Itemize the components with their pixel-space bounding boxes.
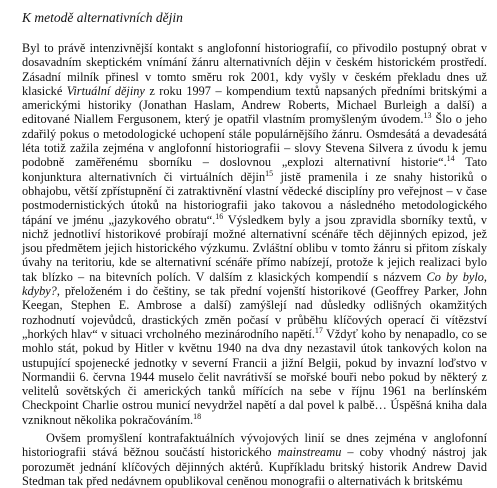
footnote-ref: 13 (423, 111, 432, 121)
text-run: – coby vhodný nástroj jak porozumět jednání klíčových dějinných aktérů. Kupříkladu britský historik Andrew David Stedman tak před nedávnem opublikoval ceněnou monografii o alternativách k britskému (22, 445, 487, 488)
text-run: Vždyť koho by nenapadlo, co se mohlo stát, pokud by Hitler v květnu 1940 na dva dny nezastavil útok tankových kolon na ustupující spojenecké jednotky v severní Francii a jižní Belgii, pokud by invazní loďstvo v Normandii 6. června 1944 muselo čelit navrátivší se mořské bouři nebo pokud by některý z velitelů sovětských či amerických tanků mířících na sebe v říjnu 1961 na berlínském Checkpoint Charlie ostrou municí nevydržel napětí a dal povel k palbě… Úspěšná kniha dala vzniknout několika pokračováním. (22, 326, 487, 427)
paragraph-1 (22, 41, 487, 427)
text-run: Výsledkem byly a jsou zpravidla sborníky textů, v nichž jednotliví historikové probírají možné alternativní scénáře těch dějinných epizod, jež jsou předmětem jejich historického výzkumu. Zvláštní oblibu v tomto žánru si přitom získaly úvahy na teritoriu, kde se alternativní scénáře přímo nabízejí, protože k jejich realizaci bylo tak blízko – na bitevních polích. V dalším z klasických kompendií s názvem (22, 212, 487, 284)
footnote-ref: 14 (446, 154, 455, 164)
article-body (22, 41, 487, 488)
text-run: z roku 1997 – kompendium textů napsaných předními britskými a americkými historiky (Jonathan Haslam, Andrew Roberts, Michael Burleigh a další) a editované Niallem Fergusonem, který je opatřil vlastním promyšleným úvodem. (22, 83, 487, 127)
footnote-ref: 18 (193, 411, 202, 421)
italic-text: Co by bylo, kdyby? (22, 269, 487, 299)
paragraph-2 (22, 431, 487, 488)
section-heading: K metodě alternativních dějin (22, 10, 183, 25)
italic-text: mainstreamu (277, 445, 342, 460)
text-run: Ovšem promyšlení kontrafaktuálních vývojových linií se dnes zejména v anglofonní historiografii stává běžnou součástí historického (22, 431, 487, 460)
text-run: Tato konjunktura alternativních či virtuálních dějin (22, 155, 487, 184)
text-run: Byl to právě intenzivnější kontakt s anglofonní historiografií, co přivodilo postupný obrat v dosavadním skeptickém vnímání žánru alternativních dějin v českém historickém prostředí. Zásadní milník přinesl v tomto směru rok 2001, kdy vyšly v českém překladu dnes už klasické (22, 41, 487, 98)
italic-text: Virtuální dějiny (66, 83, 145, 98)
footnote-ref: 16 (215, 211, 224, 221)
text-run: , přeloženém i do češtiny, se tak přední vojenští historikové (Geoffrey Parker, John Keegan, Stephen E. Ambrose a další) zamýšlejí nad důsledky odlišných okamžitých rozhodnutí vojevůdců, drastických změn počasí v průběhu klíčových operací či vítězství „horkých hlav“ v situaci vrcholného mezinárodního napětí. (22, 284, 487, 341)
footnote-ref: 15 (265, 168, 274, 178)
text-run: Šlo o jeho zdařilý pokus o metodologické uchopení stále populárnějšího žánru. Osmdesátá a devadesátá léta totiž zažila zejména v anglofonní historiografii – slovy Stevena Silvera z úvodu k jemu podobně zaměřenému sborníku – doslovnou „explozi alternativní historie“. (22, 112, 487, 170)
footnote-ref: 17 (314, 325, 323, 335)
text-run: jistě pramenila i ze snahy historiků o obhajobu, větší zpřístupnění či zatraktivnění vlastní vědecké disciplíny pro veřejnost – v čase postmodernistických útoků na historiografii jako takovou a následného metodologického tápání ve jménu „jazykového obratu“. (22, 169, 487, 227)
